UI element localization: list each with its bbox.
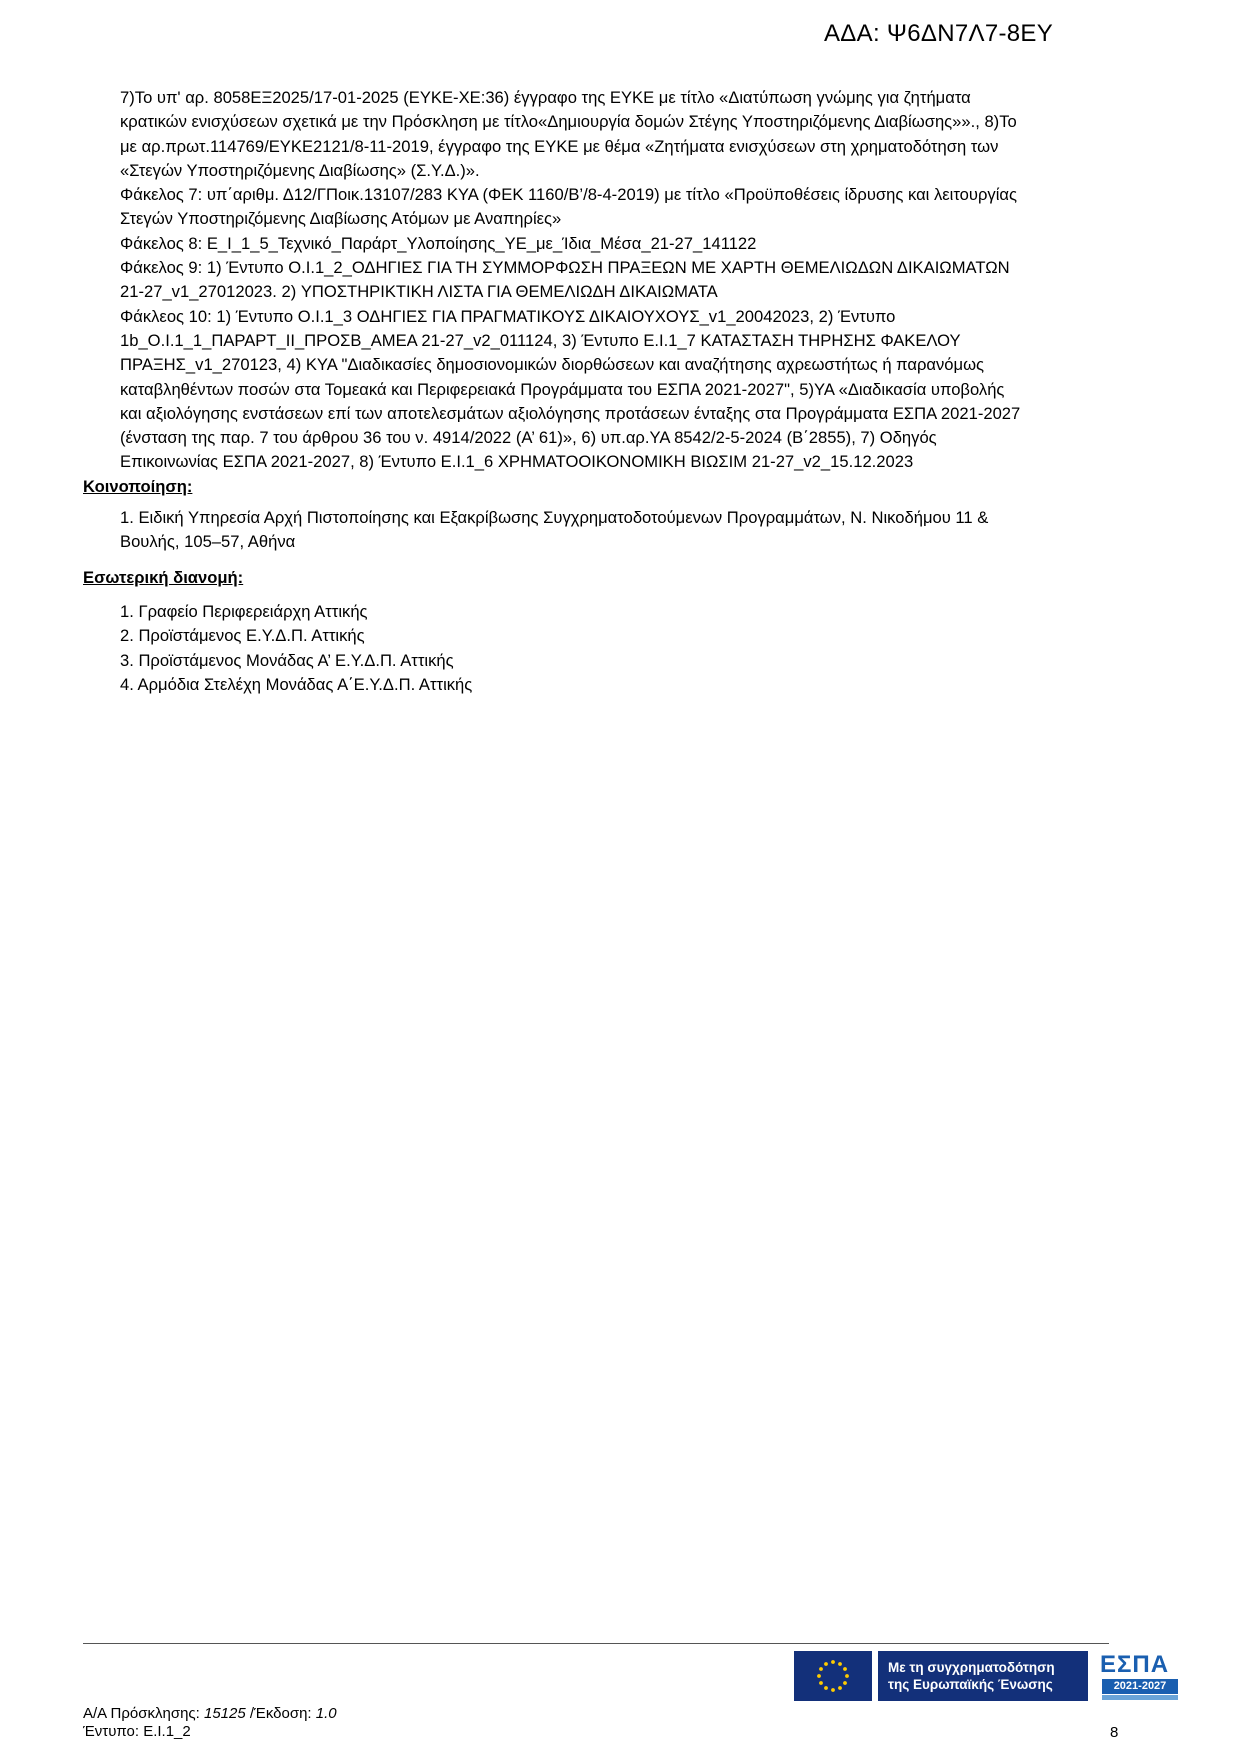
espa-logo-word: ΕΣΠΑ: [1100, 1651, 1170, 1678]
list-item: 3. Προϊστάμενος Μονάδας Α’ Ε.Υ.Δ.Π. Αττικής: [120, 650, 454, 670]
cofunding-line: της Ευρωπαϊκής Ένωσης: [888, 1677, 1053, 1692]
koinopoiisi-heading: Κοινοποίηση:: [83, 477, 193, 496]
esoteriki-list: [120, 600, 472, 697]
footer-divider: [83, 1643, 1109, 1644]
list-item: 4. Αρμόδια Στελέχη Μονάδας Α΄Ε.Υ.Δ.Π. Αττικής: [120, 674, 473, 694]
body-line: καταβληθέντων ποσών στα Τομεακά και Περιφερειακά Προγράμματα του ΕΣΠΑ 2021-2027", 5)ΥΑ «Διαδικασία υποβολής: [120, 379, 1005, 399]
body-line: Φάκελος 9: 1) Έντυπο Ο.Ι.1_2_ΟΔΗΓΙΕΣ ΓΙΑ ΤΗ ΣΥΜΜΟΡΦΩΣΗ ΠΡΑΞΕΩΝ ΜΕ ΧΑΡΤΗ ΘΕΜΕΛΙΩΔΩΝ ΔΙΚΑΙΩΜΑΤΩΝ: [120, 258, 1010, 278]
body-line: 7)Το υπ' αρ. 8058ΕΞ2025/17-01-2025 (ΕΥΚΕ-ΧΕ:36) έγγραφο της ΕΥΚΕ με τίτλο «Διατύπωση γνώμης για ζητήματα: [120, 88, 971, 107]
cofunding-line: Με τη συγχρηματοδότηση: [888, 1660, 1055, 1675]
prosklisi-label: Α/Α Πρόσκλησης:: [83, 1705, 204, 1722]
koinopoiisi-list: [120, 506, 988, 555]
ada-code: ΑΔΑ: Ψ6ΔΝ7Λ7-8ΕΥ: [824, 20, 1054, 47]
body-line: και αξιολόγησης ενστάσεων επί των αποτελεσμάτων αξιολόγησης προτάσεων ένταξης στα Προγράμματα ΕΣΠΑ 2021-2027: [120, 403, 1021, 423]
esoteriki-heading: Εσωτερική διανομή:: [83, 568, 244, 587]
body-line: Φάκελος 8: Ε_Ι_1_5_Τεχνικό_Παράρτ_Υλοποίησης_ΥΕ_με_Ίδια_Μέσα_21-27_141122: [120, 233, 757, 253]
eu-flag-icon: [794, 1651, 872, 1701]
body-line: Φάκλεος 10: 1) Έντυπο Ο.Ι.1_3 ΟΔΗΓΙΕΣ ΓΙΑ ΠΡΑΓΜΑΤΙΚΟΥΣ ΔΙΚΑΙΟΥΧΟΥΣ_v1_20042023, 2) Έντυπο: [120, 306, 896, 326]
body-line: «Στεγών Υποστηριζόμενης Διαβίωσης» (Σ.Υ.Δ.)».: [120, 160, 480, 180]
list-item: 1. Γραφείο Περιφερειάρχη Αττικής: [120, 602, 368, 621]
body-line: Στεγών Υποστηριζόμενης Διαβίωσης Ατόμων με Αναπηρίες»: [120, 209, 562, 229]
ekdosi-value: 1.0: [315, 1705, 337, 1722]
body-line: με αρ.πρωτ.114769/ΕΥΚΕ2121/8-11-2019, έγγραφο της ΕΥΚΕ με θέμα «Ζητήματα ενισχύσεων στη χρηματοδότηση των: [120, 136, 999, 156]
body-line: 21-27_v1_27012023. 2) ΥΠΟΣΤΗΡΙΚΤΙΚΗ ΛΙΣΤΑ ΓΙΑ ΘΕΜΕΛΙΩΔΗ ΔΙΚΑΙΩΜΑΤΑ: [120, 282, 718, 302]
espa-logo-tagline: [1102, 1695, 1178, 1700]
body-line: κρατικών ενισχύσεων σχετικά με την Πρόσκληση με τίτλο«Δημιουργία δομών Στέγης Υποστηριζόμενης Διαβίωσης»»., 8)Το: [120, 112, 1017, 132]
list-item: Βουλής, 105–57, Αθήνα: [120, 532, 296, 552]
footer-prosklisi: [83, 1705, 337, 1723]
footer-entypo: Έντυπο: Ε.Ι.1_2: [83, 1723, 191, 1740]
espa-logo-years: 2021-2027: [1102, 1679, 1178, 1694]
cofunding-text: [878, 1651, 1088, 1701]
list-item: 1. Ειδική Υπηρεσία Αρχή Πιστοποίησης και Εξακρίβωσης Συγχρηματοδοτούμενων Προγραμμάτων, Ν. Νικοδήμου 11 &: [120, 508, 989, 527]
cofunding-banner: [794, 1651, 1180, 1701]
ekdosi-label: /Έκδοση:: [245, 1705, 316, 1722]
prosklisi-value: 15125: [204, 1705, 246, 1722]
body-line: ΠΡΑΞΗΣ_v1_270123, 4) ΚΥΑ "Διαδικασίες δημοσιονομικών διορθώσεων και αναζήτησης αχρεωστήτως ή παρανόμως: [120, 355, 985, 375]
body-line: (ένσταση της παρ. 7 του άρθρου 36 του ν. 4914/2022 (Α’ 61)», 6) υπ.αρ.ΥΑ 8542/2-5-2024 (Β΄2855), 7) Οδηγός: [120, 428, 937, 448]
list-item: 2. Προϊστάμενος Ε.Υ.Δ.Π. Αττικής: [120, 626, 365, 646]
body-line: Επικοινωνίας ΕΣΠΑ 2021-2027, 8) Έντυπο Ε.Ι.1_6 ΧΡΗΜΑΤΟΟΙΚΟΝΟΜΙΚΗ ΒΙΩΣΙΜ 21-27_v2_15.12.2023: [120, 452, 914, 472]
body-line: Φάκελος 7: υπ΄αριθμ. Δ12/ΓΠοικ.13107/283 ΚΥΑ (ΦΕΚ 1160/Β’/8-4-2019) με τίτλο «Προϋποθέσεις ίδρυσης και λειτουργίας: [120, 185, 1017, 205]
footer-info: [83, 1705, 337, 1741]
body-line: 1b_Ο.Ι.1_1_ΠΑΡΑΡΤ_ΙΙ_ΠΡΟΣΒ_ΑΜΕΑ 21-27_v2_011124, 3) Έντυπο Ε.Ι.1_7 ΚΑΤΑΣΤΑΣΗ ΤΗΡΗΣΗΣ ΦΑΚΕΛΟΥ: [120, 330, 961, 350]
espa-logo: [1094, 1651, 1180, 1701]
main-body-text: [120, 86, 1150, 475]
page-number: 8: [1110, 1724, 1119, 1741]
